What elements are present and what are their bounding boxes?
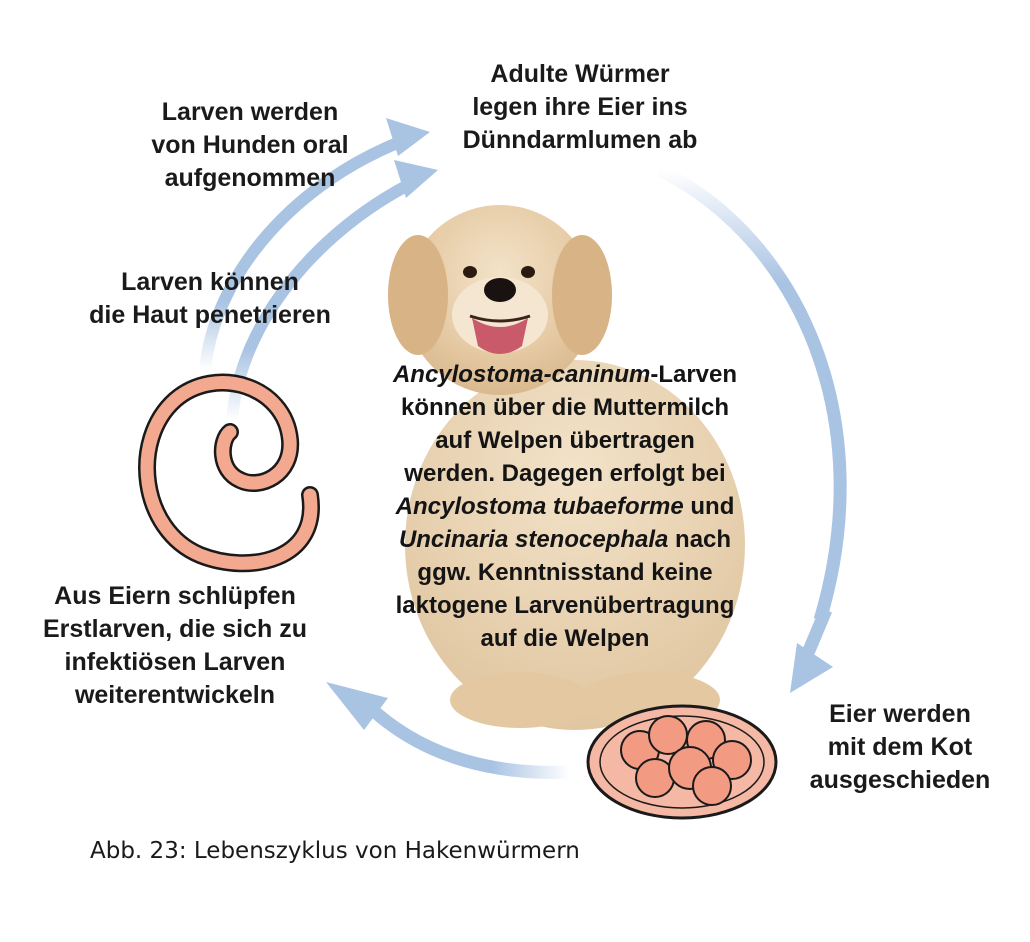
center-line-2: können über die Muttermilch [400,394,730,421]
center-line-1 [340,358,790,391]
label-oral-ingestion [95,96,405,195]
label-adult-line-1: Adulte Würmer [490,60,670,88]
label-skin-penetration [40,266,380,332]
center-line-9: auf die Welpen [480,625,650,652]
species-ancylostoma-tubaeforme: Ancylostoma tubaeforme [395,493,684,520]
center-line-7: ggw. Kenntnisstand keine [417,559,713,586]
label-eggs-line-1: Eier werden [829,700,971,728]
label-eggs-excreted [780,698,1020,797]
label-oral-line-2: von Hunden oral [151,131,349,159]
center-line-6-rest: nach [668,526,732,553]
center-line-5 [340,490,790,523]
label-hatch-line-2: Erstlarven, die sich zu [43,615,307,643]
center-line-1-rest: -Larven [650,361,738,388]
label-adult-worms [415,58,745,157]
species-uncinaria-stenocephala: Uncinaria stenocephala [398,526,669,553]
label-larvae-hatching [20,580,330,712]
label-adult-line-2: legen ihre Eier ins [472,93,688,121]
label-oral-line-3: aufgenommen [164,164,336,192]
label-skin-line-2: die Haut penetrieren [89,301,331,329]
egg-cluster-icon [588,706,776,818]
center-line-6 [340,523,790,556]
center-line-5-rest: und [683,493,735,520]
label-hatch-line-1: Aus Eiern schlüpfen [54,582,296,610]
label-hatch-line-4: weiterentwickeln [74,681,276,709]
figure-caption: Abb. 23: Lebenszyklus von Hakenwürmern [90,838,580,864]
label-eggs-line-3: ausgeschieden [809,766,991,794]
center-line-4: werden. Dagegen erfolgt bei [404,460,726,487]
label-skin-line-1: Larven können [121,268,299,296]
center-lactogenic-note [340,358,790,655]
center-line-8: laktogene Larvenübertragung [395,592,735,619]
label-hatch-line-3: infektiösen Larven [64,648,286,676]
label-oral-line-1: Larven werden [161,98,339,126]
label-eggs-line-2: mit dem Kot [827,733,973,761]
center-line-3: auf Welpen übertragen [435,427,695,454]
label-adult-line-3: Dünndarmlumen ab [462,126,698,154]
species-ancylostoma-caninum: Ancylostoma-caninum [392,361,651,388]
